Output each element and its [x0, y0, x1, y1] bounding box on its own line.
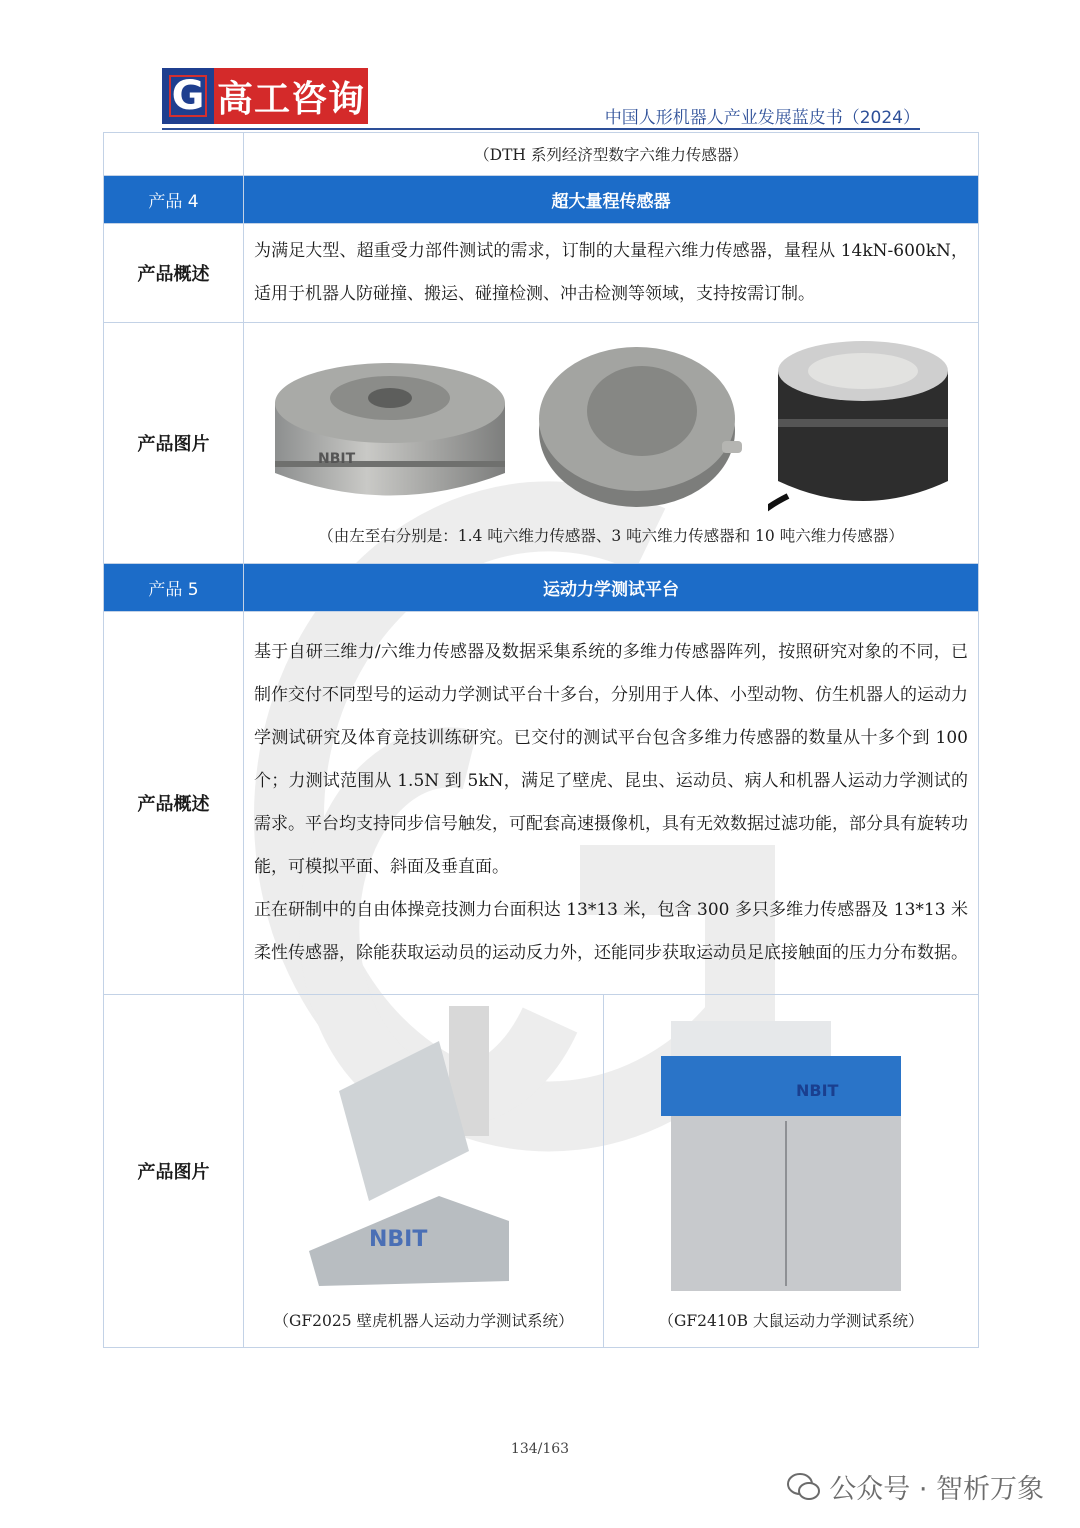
rat-system-cell [604, 995, 979, 1348]
product-4-header [104, 176, 979, 224]
watermark-text: 公众号 · 智析万象 [829, 1474, 1044, 1505]
sensor-3t-image [537, 331, 742, 509]
product-4-images-row [104, 323, 979, 564]
product-5-label: 产品 5 [104, 564, 244, 612]
product-5-overview [244, 612, 979, 995]
product-5-header [104, 564, 979, 612]
nbit-brand-text: NBIT [368, 1227, 427, 1252]
product-table [103, 132, 979, 1348]
product-5-overview-row [104, 612, 979, 995]
product-4-images [244, 323, 979, 564]
overview-label: 产品概述 [104, 224, 244, 323]
sensor-10t-image [768, 331, 958, 516]
product-4-image-caption: （由左至右分别是：1.4 吨六维力传感器、3 吨六维力传感器和 10 吨六维力传感器） [318, 527, 904, 545]
product-4-title: 超大量程传感器 [244, 176, 979, 224]
company-logo [162, 68, 368, 124]
nbit-brand-text: NBIT [318, 451, 356, 467]
previous-image-caption: （DTH 系列经济型数字六维力传感器） [244, 133, 979, 176]
gecko-test-system-image [299, 1001, 549, 1301]
gecko-system-caption: （GF2025 壁虎机器人运动力学测试系统） [273, 1312, 574, 1330]
rat-test-system-image [651, 1001, 931, 1301]
overview-label: 产品概述 [104, 612, 244, 995]
wechat-icon [787, 1472, 821, 1502]
document-title: 中国人形机器人产业发展蓝皮书（2024） [604, 108, 920, 128]
overview-paragraph: 基于自研三维力/六维力传感器及数据采集系统的多维力传感器阵列，按照研究对象的不同，已制作交付不同型号的运动力学测试平台十多台，分别用于人体、小型动物、仿生机器人的运动力学测试研究及体育竞技训练研究。已交付的测试平台包含多维力传感器的数量从十多个到 100 个；力测试范围从 1.5N 到 5kN，满足了壁虎、昆虫、运动员、病人和机器人运动力学测试的需求。平台均支持同步信号触发，可配套高速摄像机，具有无效数据过滤功能，部分具有旋转功能，可模拟平面、斜面及垂直面。 [254, 642, 968, 877]
logo-mark: G [162, 68, 214, 124]
image-label: 产品图片 [104, 323, 244, 564]
header-divider [162, 128, 920, 130]
wechat-watermark [787, 1467, 1044, 1506]
gecko-system-cell [244, 995, 604, 1348]
previous-caption-row [104, 133, 979, 176]
overview-paragraph: 正在研制中的自由体操竞技测力台面积达 13*13 米，包含 300 多只多维力传感器及 13*13 米柔性传感器，除能获取运动员的运动反力外，还能同步获取运动员足底接触面的压力分布数据。 [254, 900, 968, 963]
product-4-label: 产品 4 [104, 176, 244, 224]
nbit-brand-text: NBIT [796, 1081, 839, 1100]
product-4-overview-row [104, 224, 979, 323]
product-4-overview [244, 224, 979, 323]
overview-paragraph: 为满足大型、超重受力部件测试的需求，订制的大量程六维力传感器，量程从 14kN-600kN，适用于机器人防碰撞、搬运、碰撞检测、冲击检测等领域，支持按需订制。 [254, 241, 968, 304]
sensor-1-4t-image [270, 353, 510, 503]
image-label: 产品图片 [104, 995, 244, 1348]
page-number: 134/163 [510, 1441, 570, 1457]
logo-text: 高工咨询 [214, 68, 368, 124]
product-5-title: 运动力学测试平台 [244, 564, 979, 612]
rat-system-caption: （GF2410B 大鼠运动力学测试系统） [658, 1312, 924, 1330]
product-5-images-row [104, 995, 979, 1348]
